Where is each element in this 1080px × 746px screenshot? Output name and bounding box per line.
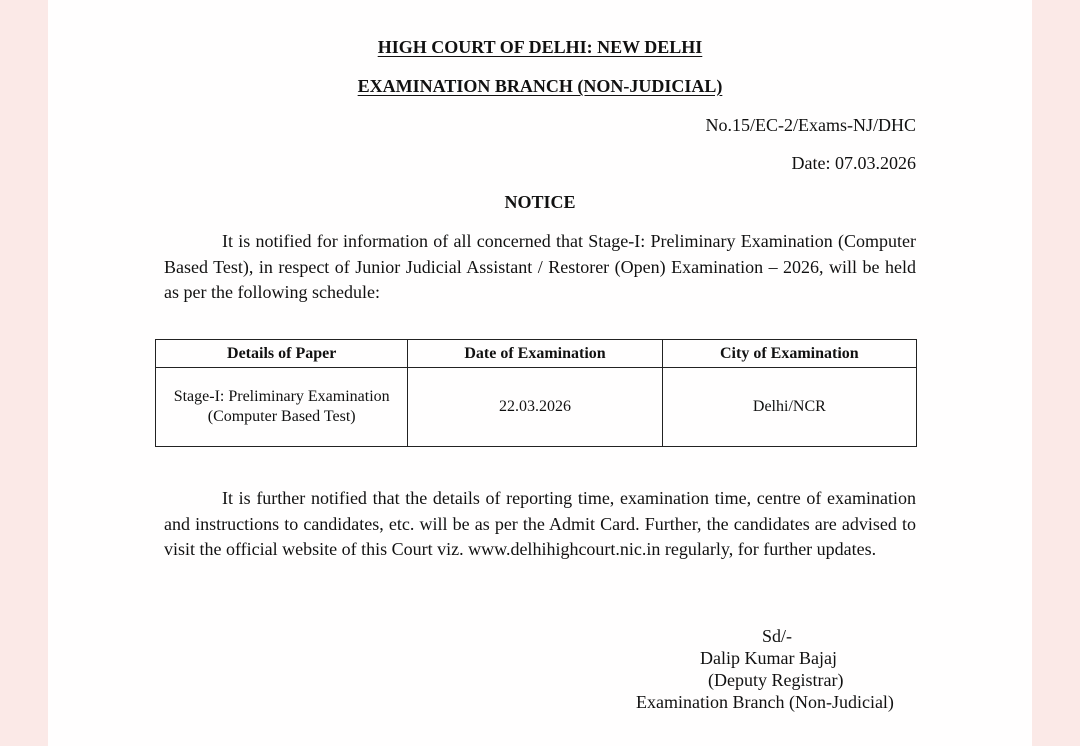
header-date-of-examination: Date of Examination [408, 340, 662, 368]
header-city-of-examination: City of Examination [662, 340, 916, 368]
cell-exam-date: 22.03.2026 [408, 368, 662, 447]
intro-paragraph: It is notified for information of all concerned that Stage-I: Preliminary Examination (Computer Based Test), in respect of Junior Judicial Assistant / Restorer (Open) Examination – 2026, will be held as per the following schedule: [164, 231, 916, 302]
signatory-name: Dalip Kumar Bajaj [700, 648, 837, 668]
table-header-row [156, 340, 917, 368]
signatory-office: Examination Branch (Non-Judicial) [636, 692, 894, 712]
notice-title: NOTICE [504, 192, 576, 212]
branch-heading: EXAMINATION BRANCH (NON-JUDICIAL) [357, 76, 723, 96]
court-heading: HIGH COURT OF DELHI: NEW DELHI [377, 37, 703, 57]
table-row [156, 368, 917, 447]
schedule-table [155, 339, 917, 447]
reference-number: No.15/EC-2/Exams-NJ/DHC [705, 115, 916, 135]
signatory-designation: (Deputy Registrar) [708, 670, 844, 690]
notice-date: Date: 07.03.2026 [791, 153, 916, 173]
signature-sd: Sd/- [762, 626, 793, 646]
cell-paper-details: Stage-I: Preliminary Examination (Computer Based Test) [156, 368, 408, 447]
further-notice-paragraph: It is further notified that the details of reporting time, examination time, centre of examination and instructions to candidates, etc. will be as per the Admit Card. Further, the candidates are advised to visit the official website of this Court viz. www.delhihighcourt.nic.in regularly, for further updates. [164, 488, 916, 559]
header-details-of-paper: Details of Paper [156, 340, 408, 368]
notice-document [48, 0, 1032, 746]
cell-exam-city: Delhi/NCR [662, 368, 916, 447]
